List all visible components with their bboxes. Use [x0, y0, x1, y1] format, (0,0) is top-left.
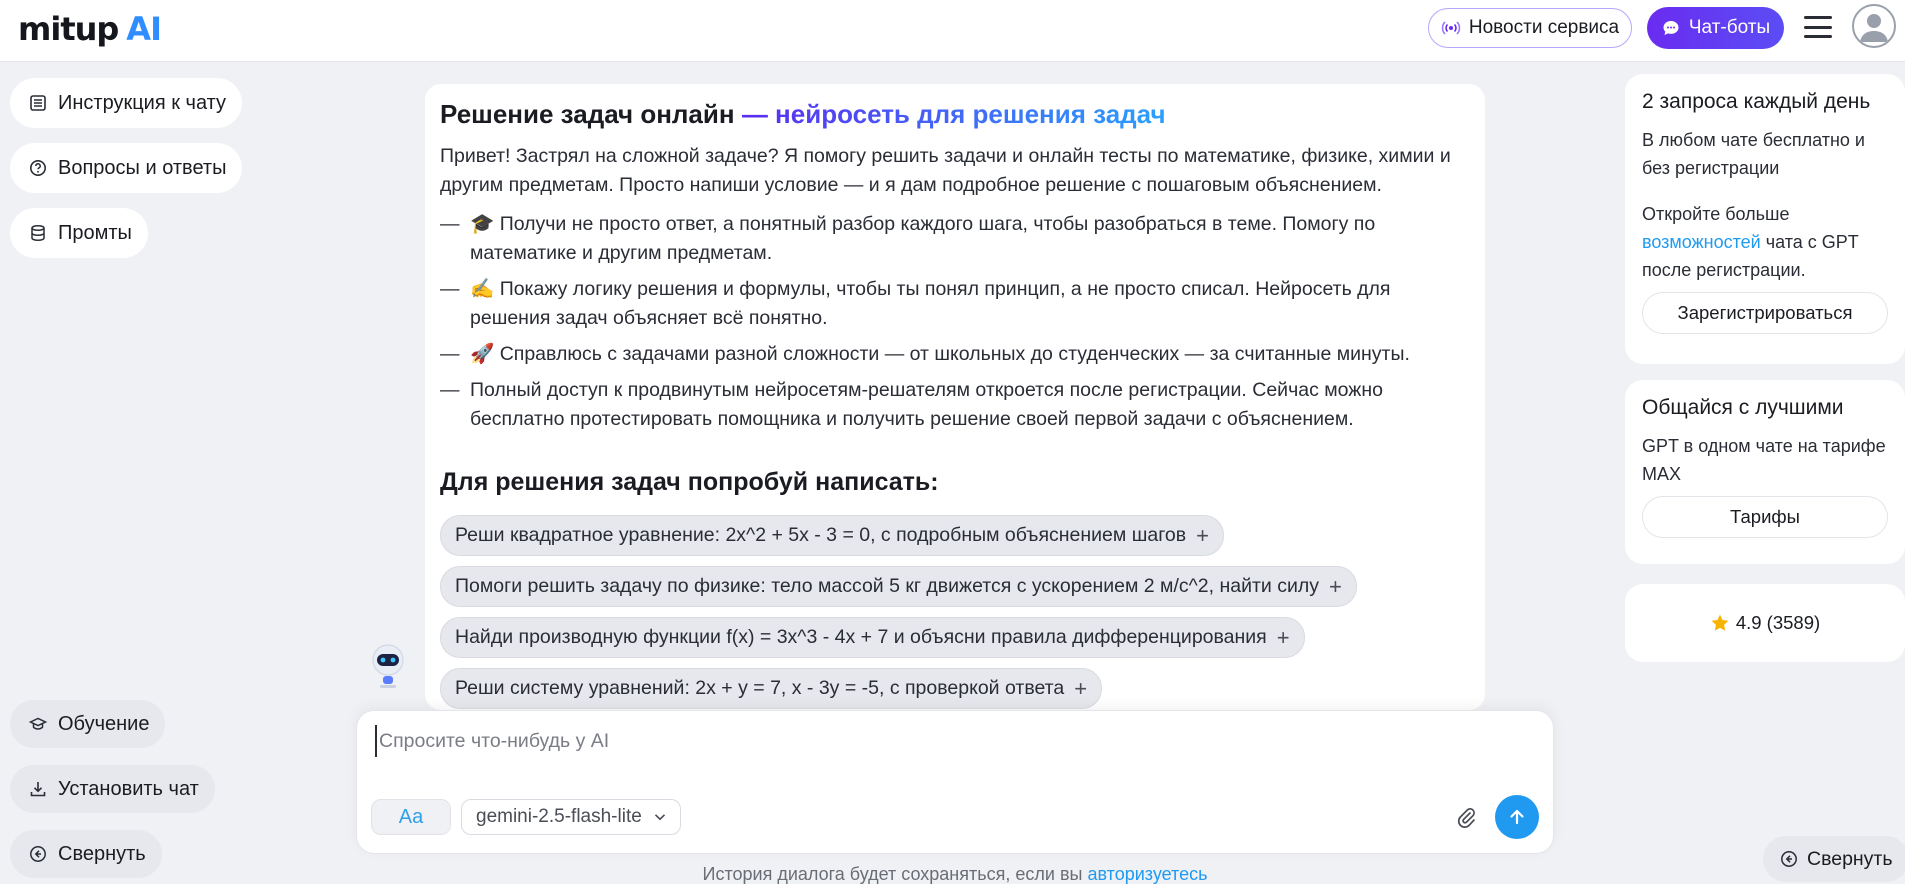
list-item: — 🚀 Справлюсь с задачами разной сложности — от школьных до студенческих — за считанные минуты. [440, 343, 1410, 365]
plus-icon: + [1196, 522, 1209, 548]
register-button[interactable]: Зарегистрироваться [1642, 292, 1888, 334]
tariffs-button[interactable]: Тарифы [1642, 496, 1888, 538]
question-circle-icon [28, 158, 48, 178]
plus-icon: + [1276, 624, 1290, 650]
font-style-button[interactable]: Aa [371, 799, 451, 835]
arrow-left-circle-icon [1779, 849, 1799, 869]
menu-icon[interactable] [1804, 16, 1832, 38]
message-input[interactable] [375, 725, 1525, 757]
plus-icon: + [1074, 675, 1088, 701]
suggestion-chip[interactable]: Помоги решить задачу по физике: тело массой 5 кг движется с ускорением 2 м/с^2, найти силу + [440, 566, 1357, 607]
chat-bubble-icon [1661, 18, 1681, 38]
bot-avatar-icon [368, 643, 408, 691]
sidebar-item-prompts[interactable] [10, 208, 148, 258]
list-item: — ✍️ Покажу логику решения и формулы, чтобы ты понял принцип, а не просто списал. Нейросеть для решения задач объясняет всё понятно. [440, 278, 1391, 329]
right-panel-collapse-button[interactable] [1763, 836, 1905, 882]
history-note: История диалога будет сохраняться, если вы авторизуетесь [702, 864, 1208, 884]
news-button[interactable] [1428, 8, 1632, 48]
list-item: — Полный доступ к продвинутым нейросетям-решателям откроется после регистрации. Сейчас можно бесплатно протестировать помощника и получить решение своей первой задачи с объяснением. [440, 379, 1383, 430]
plus-icon: + [1328, 573, 1342, 599]
feature-list [440, 210, 1470, 434]
suggestions-title: Для решения задач попробуй написать: [440, 468, 939, 496]
free-requests-desc: В любом чате бесплатно и без регистрации [1642, 130, 1865, 178]
sidebar-item-label: Промты [58, 221, 132, 244]
download-icon [28, 779, 48, 799]
sidebar-item-label: Установить чат [58, 777, 199, 800]
logo-text: mitup [18, 10, 119, 48]
sidebar-item-install[interactable] [10, 765, 215, 813]
max-plan-card [1625, 380, 1905, 564]
message-composer [356, 710, 1554, 854]
more-features-text: Откройте больше возможностей чата с GPT после регистрации. [1642, 204, 1859, 280]
sidebar-item-label: Инструкция к чату [58, 91, 227, 114]
max-plan-desc: GPT в одном чате на тарифе MAX [1642, 436, 1886, 484]
suggestion-list [440, 515, 1470, 709]
page-title: Решение задач онлайн — нейросеть для решения задач [440, 99, 1166, 129]
paperclip-icon[interactable] [1455, 806, 1477, 830]
sidebar-collapse-button[interactable] [10, 830, 162, 878]
top-bar [0, 0, 1905, 62]
star-icon [1710, 613, 1730, 633]
list-item: — 🎓 Получи не просто ответ, а понятный разбор каждого шага, чтобы разобраться в теме. Помогу по математике и другим предметам. [440, 213, 1376, 264]
logo-accent: AI [126, 10, 161, 48]
suggestion-chip[interactable]: Реши систему уравнений: 2x + y = 7, x - 3y = -5, с проверкой ответа + [440, 668, 1102, 709]
chat-bots-button[interactable] [1647, 7, 1784, 49]
broadcast-icon [1441, 18, 1461, 38]
arrow-left-circle-icon [28, 844, 48, 864]
user-avatar-icon[interactable] [1852, 4, 1896, 48]
chevron-down-icon [650, 807, 670, 827]
title-accent: — нейросеть для решения задач [741, 99, 1166, 129]
graduation-cap-icon [28, 714, 48, 734]
login-link[interactable]: авторизуетесь [1087, 864, 1208, 884]
logo[interactable] [18, 10, 161, 48]
sidebar-item-faq[interactable] [10, 143, 242, 193]
arrow-up-icon [1507, 807, 1527, 827]
collapse-label: Свернуть [1807, 847, 1893, 870]
intro-text: Привет! Застрял на сложной задаче? Я помогу решить задачи и онлайн тесты по математике, физике, химии и другим предметам. Просто напиши условие — и я дам подробное решение с пошаговым объяснением. [440, 145, 1451, 196]
model-select[interactable] [461, 799, 681, 835]
suggestion-chip[interactable]: Найди производную функции f(x) = 3x^3 - 4x + 7 и объясни правила дифференцирования + [440, 617, 1305, 658]
sidebar-item-label: Обучение [58, 712, 150, 735]
chat-bots-label: Чат-боты [1688, 17, 1771, 38]
welcome-message-card [425, 84, 1485, 710]
free-requests-card [1625, 74, 1905, 364]
sidebar-item-learning[interactable] [10, 700, 165, 748]
document-list-icon [28, 93, 48, 113]
rating-value: 4.9 (3589) [1735, 612, 1821, 633]
send-button[interactable] [1495, 795, 1539, 839]
sidebar-item-instructions[interactable] [10, 78, 242, 128]
features-link[interactable]: возможностей [1642, 232, 1761, 252]
news-label: Новости сервиса [1468, 17, 1620, 38]
suggestion-chip[interactable]: Реши квадратное уравнение: 2x^2 + 5x - 3 = 0, с подробным объяснением шагов + [440, 515, 1224, 556]
free-requests-title: 2 запроса каждый день [1642, 90, 1871, 113]
max-plan-title: Общайся с лучшими [1642, 396, 1844, 419]
rating-card[interactable] [1625, 584, 1905, 662]
model-name: gemini-2.5-flash-lite [476, 806, 642, 827]
sidebar-item-label: Свернуть [58, 842, 146, 865]
sidebar-item-label: Вопросы и ответы [58, 156, 227, 179]
database-icon [28, 223, 48, 243]
